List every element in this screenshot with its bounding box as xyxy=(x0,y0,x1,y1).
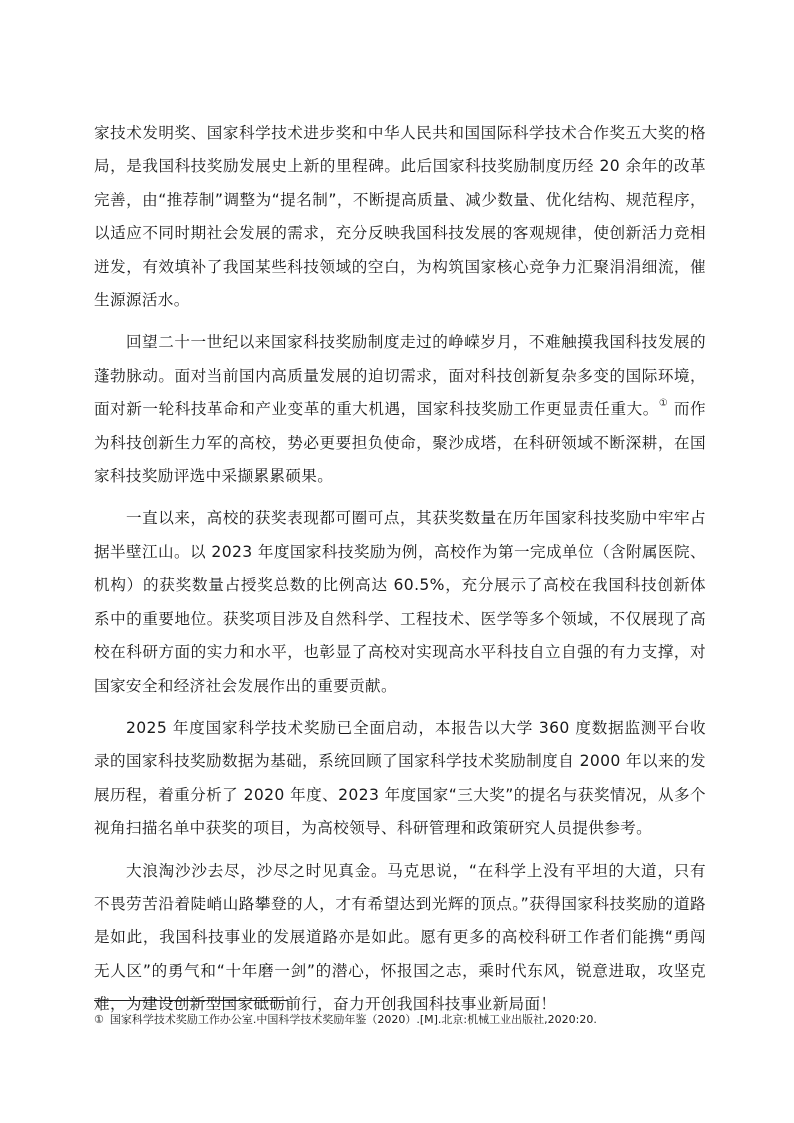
paragraph-3: 一直以来，高校的获奖表现都可圈可点，其获奖数量在历年国家科技奖励中牢牢占据半壁江山。以 2023 年度国家科技奖励为例，高校作为第一完成单位（含附属医院、机构）的获奖数量占授奖总数的比例高达 60.5%，充分展示了高校在我国科技创新体系中的重要地位。获奖项目涉及自然科学、工程技术、医学等多个领域，不仅展现了高校在科研方面的实力和水平，也彰显了高校对实现高水平科技自立自强的有力支撑，对国家安全和经济社会发展作出的重要贡献。 xyxy=(94,509,706,695)
paragraph-2-text-after-note: 而作为科技创新生力军的高校，势必更要担负使命，聚沙成塔，在科研领域不断深耕，在国家科技奖励评选中采撷累累硕果。 xyxy=(94,400,706,486)
paragraph-2-text-before-note: 回望二十一世纪以来国家科技奖励制度走过的峥嵘岁月，不难触摸我国科技发展的蓬勃脉动。面对当前国内高质量发展的迫切需求，面对科技创新复杂多变的国际环境，面对新一轮科技革命和产业变革的重大机遇，国家科技奖励工作更显责任重大。 xyxy=(94,333,706,419)
paragraph-1: 家技术发明奖、国家科学技术进步奖和中华人民共和国国际科学技术合作奖五大奖的格局，是我国科技奖励发展史上新的里程碑。此后国家科技奖励制度历经 20 余年的改革完善，由“推荐制”调整为“提名制”，不断提高质量、减少数量、优化结构、规范程序，以适应不同时期社会发展的需求，充分反映我国科技发展的客观规律，使创新活力竞相迸发，有效填补了我国某些科技领域的空白，为构筑国家核心竞争力汇聚涓涓细流，催生源源活水。 xyxy=(94,124,706,310)
footnote-reference[interactable]: ① xyxy=(658,398,669,410)
paragraph-4: 2025 年度国家科学技术奖励已全面启动，本报告以大学 360 度数据监测平台收录的国家科技奖励数据为基础，系统回顾了国家科学技术奖励制度自 2000 年以来的发展历程，着重分析了 2020 年度、2023 年度国家“三大奖”的提名与获奖情况，从多个视角扫描名单中获奖的项目，为高校领导、科研管理和政策研究人员提供参考。 xyxy=(94,718,706,838)
footnote xyxy=(94,1010,706,1030)
footnote-text: 国家科学技术奖励工作办公室.中国科学技术奖励年鉴（2020）.[M].北京:机械工业出版社,2020:20. xyxy=(109,1013,597,1026)
body-text xyxy=(94,117,706,1031)
footnote-divider xyxy=(94,1000,288,1001)
footnote-mark: ① xyxy=(94,1013,104,1026)
paragraph-5: 大浪淘沙沙去尽，沙尽之时见真金。马克思说，“在科学上没有平坦的大道，只有不畏劳苦沿着陡峭山路攀登的人，才有希望达到光辉的顶点。”获得国家科技奖励的道路是如此，我国科技事业的发展道路亦是如此。愿有更多的高校科研工作者们能携“勇闯无人区”的勇气和“十年磨一剑”的潜心，怀报国之志，乘时代东风，锐意进取，攻坚克难，为建设创新型国家砥砺前行，奋力开创我国科技事业新局面！ xyxy=(94,861,706,1014)
paragraph-2 xyxy=(94,326,706,493)
